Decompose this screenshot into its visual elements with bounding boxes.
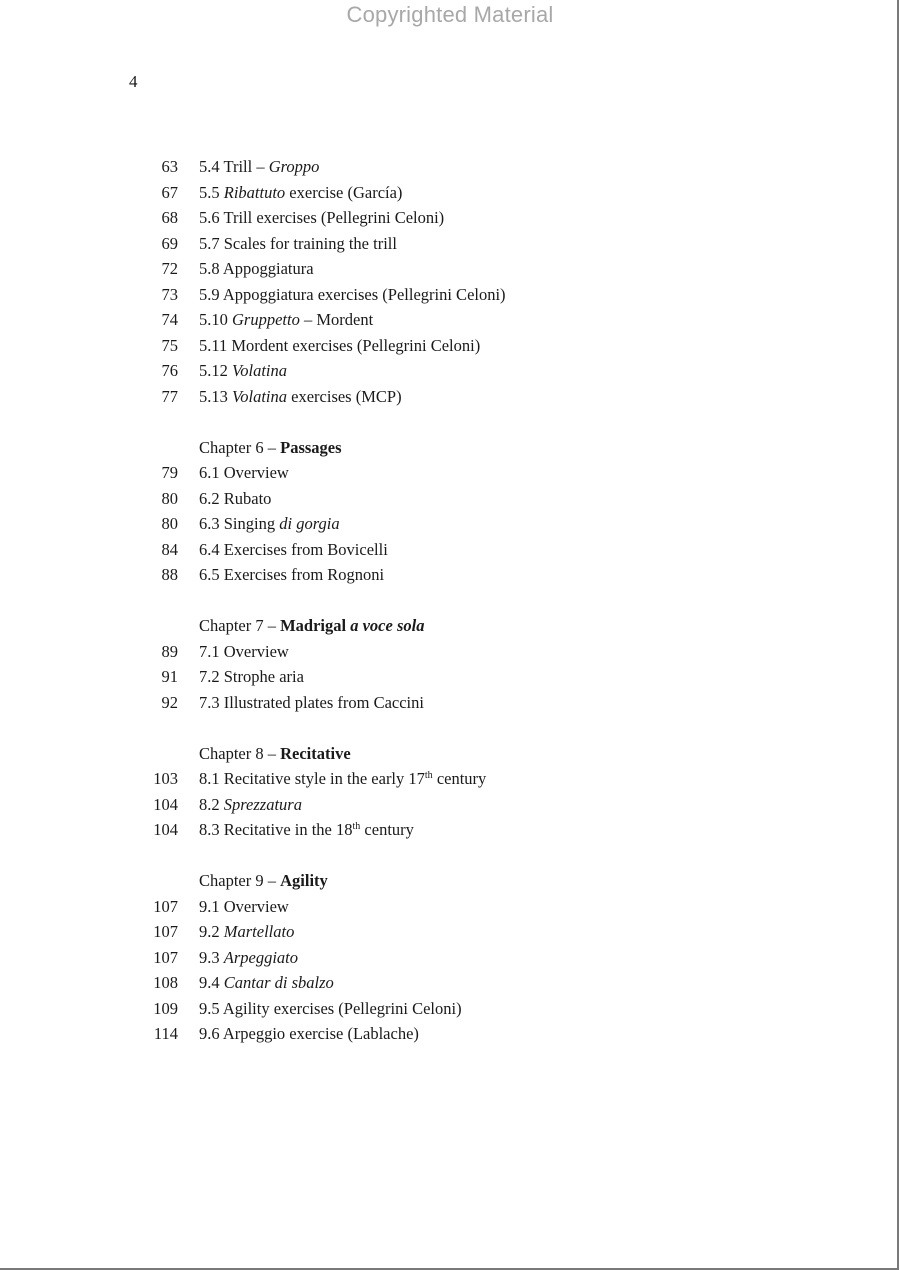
- entry-section-number: 5.9: [199, 284, 223, 304]
- entry-page-number: 108: [153, 973, 178, 992]
- table-of-contents: [140, 154, 740, 1047]
- text: Strophe aria: [223, 667, 304, 686]
- italic-text: a voce sola: [350, 616, 425, 635]
- entry-title: [223, 208, 444, 227]
- entry-title: [224, 820, 414, 839]
- entry-title: [224, 183, 403, 202]
- chapter-label: Chapter 9 –: [199, 871, 281, 890]
- toc-entry: [140, 154, 740, 180]
- italic-text: Gruppetto: [232, 310, 300, 329]
- entry-section-number: 6.5: [199, 565, 224, 584]
- chapter-heading: [140, 435, 740, 461]
- toc-entry: [140, 460, 740, 486]
- toc-entry: [140, 333, 740, 359]
- text: Scales for training the trill: [223, 233, 397, 253]
- toc-entry: [140, 664, 740, 690]
- chapter-label: Chapter 8 –: [199, 743, 281, 763]
- toc-entry: [140, 282, 740, 308]
- entry-section-number: 8.3: [199, 820, 224, 839]
- entry-page-number: 88: [161, 565, 178, 584]
- text: Appoggiatura exercises (Pellegrini Celoni): [222, 284, 506, 304]
- entry-page-number: 75: [161, 335, 178, 355]
- chapter-title: [280, 438, 341, 457]
- entry-page-number: 104: [153, 820, 178, 839]
- entry-title: [224, 565, 384, 584]
- toc-entry: [140, 792, 740, 818]
- entry-title: [224, 234, 397, 253]
- toc-entry: [140, 358, 740, 384]
- entry-title: [232, 361, 287, 380]
- text: Appoggiatura: [222, 259, 314, 278]
- entry-title: [224, 642, 289, 661]
- entry-section-number: 5.11: [199, 335, 232, 355]
- page-number: 4: [129, 72, 138, 91]
- text: exercises (MCP): [287, 386, 402, 406]
- entry-title: [224, 973, 334, 992]
- entry-title: [223, 1024, 419, 1043]
- toc-entry: [140, 945, 740, 971]
- entry-section-number: 5.5: [199, 182, 224, 202]
- entry-page-number: 104: [153, 794, 178, 814]
- entry-section-number: 9.2: [199, 922, 224, 941]
- italic-text: Ribattuto: [223, 182, 286, 202]
- chapter-label: Chapter 6 –: [199, 437, 281, 457]
- text: Trill –: [223, 157, 269, 176]
- entry-section-number: 8.1: [199, 769, 224, 788]
- entry-section-number: 9.1: [199, 896, 224, 916]
- text: Overview: [223, 896, 289, 916]
- entry-page-number: 76: [161, 361, 178, 380]
- italic-text: Arpeggiato: [223, 947, 298, 967]
- section-gap: [140, 843, 740, 869]
- entry-title: [232, 310, 373, 329]
- toc-entry: [140, 817, 740, 843]
- toc-entry: [140, 996, 740, 1022]
- entry-title: [223, 285, 506, 304]
- toc-entry: [140, 1021, 740, 1047]
- entry-page-number: 92: [161, 692, 178, 712]
- section-gap: [140, 588, 740, 614]
- chapter-title: [280, 871, 328, 890]
- entry-section-number: 8.2: [199, 794, 224, 814]
- entry-section-number: 6.4: [199, 539, 224, 559]
- entry-page-number: 80: [161, 514, 178, 533]
- entry-page-number: 107: [153, 896, 178, 916]
- entry-section-number: 7.3: [199, 692, 224, 712]
- toc-entry: [140, 256, 740, 282]
- text: Illustrated plates from Caccini: [223, 692, 424, 712]
- entry-page-number: 77: [161, 386, 178, 406]
- entry-section-number: 9.5: [199, 998, 223, 1018]
- entry-title: [224, 948, 298, 967]
- italic-text: Sprezzatura: [223, 794, 302, 814]
- text: – Mordent: [299, 310, 374, 329]
- chapter-label: Chapter 7 –: [199, 616, 281, 635]
- entry-page-number: 63: [161, 157, 178, 176]
- entry-title: [224, 795, 302, 814]
- entry-page-number: 91: [161, 667, 178, 686]
- entry-title: [224, 922, 295, 941]
- text: Trill exercises (Pellegrini Celoni): [223, 208, 445, 227]
- entry-section-number: 5.6: [199, 208, 224, 227]
- superscript: th: [424, 770, 433, 781]
- toc-entry: [140, 537, 740, 563]
- chapter-heading: [140, 741, 740, 767]
- italic-text: di gorgia: [279, 514, 340, 533]
- entry-section-number: 5.13: [199, 386, 232, 406]
- text: Passages: [280, 437, 342, 457]
- text: Mordent exercises (Pellegrini Celoni): [231, 335, 481, 355]
- text: century: [432, 769, 487, 788]
- entry-page-number: 68: [161, 208, 178, 227]
- toc-entry: [140, 766, 740, 792]
- italic-text: Cantar di sbalzo: [223, 973, 334, 992]
- entry-title: [224, 489, 272, 508]
- entry-page-number: 69: [161, 233, 178, 253]
- entry-section-number: 7.2: [199, 667, 224, 686]
- text: Recitative in the 18: [223, 820, 353, 839]
- entry-page-number: 73: [161, 284, 178, 304]
- toc-entry: [140, 205, 740, 231]
- text: Recitative: [280, 743, 351, 763]
- entry-title: [223, 157, 319, 176]
- toc-entry: [140, 970, 740, 996]
- entry-page-number: 103: [153, 769, 178, 788]
- toc-entry: [140, 231, 740, 257]
- italic-text: Volatina: [232, 361, 288, 380]
- entry-page-number: 109: [153, 998, 178, 1018]
- chapter-heading: [140, 868, 740, 894]
- section-gap: [140, 409, 740, 435]
- entry-section-number: 9.4: [199, 973, 224, 992]
- entry-page-number: 74: [161, 310, 178, 329]
- text: Rubato: [223, 488, 272, 508]
- italic-text: Martellato: [223, 922, 295, 941]
- toc-entry: [140, 562, 740, 588]
- entry-page-number: 80: [161, 488, 178, 508]
- entry-page-number: 114: [153, 1024, 178, 1043]
- toc-entry: [140, 894, 740, 920]
- entry-title: [224, 693, 424, 712]
- text: Exercises from Rognoni: [223, 565, 385, 584]
- entry-title: [223, 999, 462, 1018]
- entry-title: [231, 336, 480, 355]
- entry-section-number: 5.10: [199, 310, 232, 329]
- entry-section-number: 6.2: [199, 488, 224, 508]
- entry-section-number: 6.1: [199, 463, 224, 482]
- entry-page-number: 79: [161, 463, 178, 482]
- entry-section-number: 5.8: [199, 259, 223, 278]
- text: Singing: [223, 514, 280, 533]
- toc-entry: [140, 180, 740, 206]
- entry-title: [224, 463, 289, 482]
- toc-entry: [140, 511, 740, 537]
- text: Madrigal: [280, 616, 351, 635]
- entry-page-number: 67: [161, 182, 178, 202]
- entry-section-number: 7.1: [199, 641, 224, 661]
- entry-section-number: 5.4: [199, 157, 224, 176]
- entry-title: [224, 667, 304, 686]
- entry-title: [224, 897, 289, 916]
- entry-page-number: 89: [161, 641, 178, 661]
- text: Agility exercises (Pellegrini Celoni): [222, 998, 462, 1018]
- toc-entry: [140, 307, 740, 333]
- text: century: [360, 820, 414, 839]
- entry-section-number: 9.3: [199, 947, 224, 967]
- section-gap: [140, 715, 740, 741]
- entry-section-number: 5.12: [199, 361, 232, 380]
- text: Overview: [223, 463, 289, 482]
- italic-text: Volatina: [232, 386, 288, 406]
- toc-entry: [140, 384, 740, 410]
- text: exercise (García): [285, 182, 403, 202]
- text: Exercises from Bovicelli: [223, 539, 388, 559]
- entry-section-number: 6.3: [199, 514, 224, 533]
- toc-entry: [140, 486, 740, 512]
- chapter-title: [280, 616, 424, 635]
- entry-title: [224, 540, 388, 559]
- copyright-watermark: Copyrighted Material: [346, 2, 554, 27]
- entry-title: [224, 769, 487, 788]
- text: Recitative style in the early 17: [223, 769, 425, 788]
- entry-title: [224, 514, 340, 533]
- text: Agility: [280, 871, 328, 890]
- entry-section-number: 5.7: [199, 233, 224, 253]
- text: Overview: [223, 641, 289, 661]
- entry-title: [223, 259, 314, 278]
- superscript: th: [352, 821, 361, 832]
- text: Arpeggio exercise (Lablache): [222, 1024, 419, 1043]
- toc-entry: [140, 919, 740, 945]
- entry-page-number: 84: [161, 539, 178, 559]
- entry-page-number: 72: [161, 259, 178, 278]
- chapter-title: [280, 744, 351, 763]
- entry-page-number: 107: [153, 947, 178, 967]
- entry-page-number: 107: [153, 922, 178, 941]
- chapter-heading: [140, 613, 740, 639]
- italic-text: Groppo: [268, 157, 320, 176]
- entry-section-number: 9.6: [199, 1024, 223, 1043]
- toc-entry: [140, 639, 740, 665]
- toc-entry: [140, 690, 740, 716]
- entry-title: [232, 387, 402, 406]
